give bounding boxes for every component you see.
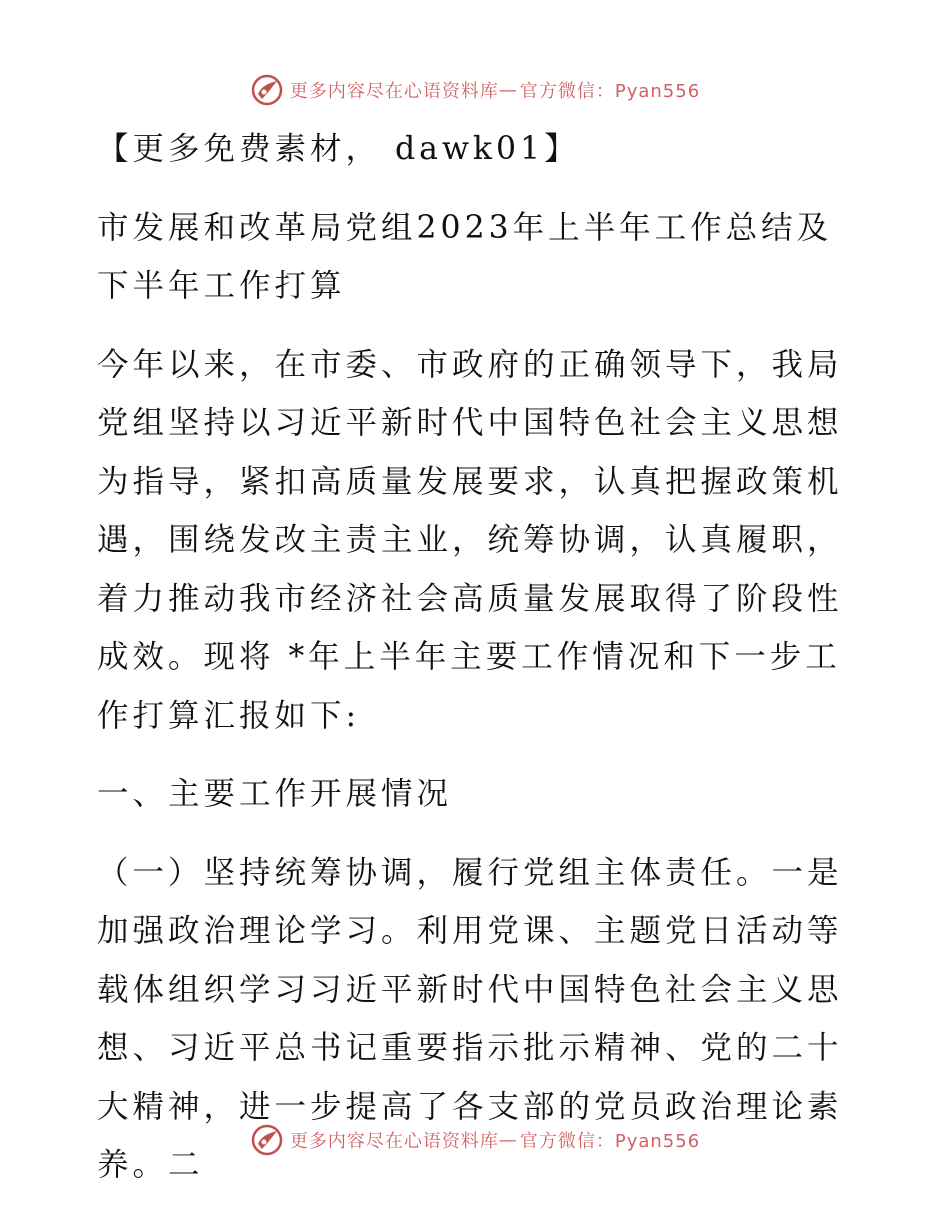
footer-banner-dash: —: [498, 1129, 518, 1151]
header-banner-text: 更多内容尽在心语资料库: [289, 81, 499, 102]
promo-line: 【更多免费素材， dawk01】: [97, 131, 580, 167]
intro-paragraph: 今年以来，在市委、市政府的正确领导下，我局党组坚持以习近平新时代中国特色社会主义思想为指导，紧扣高质量发展要求，认真把握政策机遇，围绕发改主责主业，统筹协调，认真履职，着力推动我市经济社会高质量发展取得了阶段性成效。现将 *年上半年主要工作情况和下一步工作打算汇报如下:: [97, 346, 843, 734]
header-banner: [0, 70, 950, 110]
footer-banner: [0, 1120, 950, 1160]
brand-logo-icon: [250, 73, 284, 107]
footer-banner-text: 更多内容尽在心语资料库: [289, 1131, 499, 1152]
document-body: [97, 120, 853, 1195]
header-banner-wechat: 官方微信：Pyan556: [519, 81, 701, 102]
header-banner-dash: —: [498, 79, 518, 101]
section-heading-1: 一、主要工作开展情况: [97, 776, 453, 812]
document-title: 市发展和改革局党组2023年上半年工作总结及下半年工作打算: [97, 209, 833, 304]
brand-logo-icon: [250, 1123, 284, 1157]
footer-banner-wechat: 官方微信：Pyan556: [519, 1131, 701, 1152]
paragraph-1: （一）坚持统筹协调，履行党组主体责任。一是加强政治理论学习。利用党课、主题党日活动等载体组织学习习近平新时代中国特色社会主义思想、习近平总书记重要指示批示精神、党的二十大精神，进一步提高了各支部的党员政治理论素养。二: [97, 854, 843, 1183]
